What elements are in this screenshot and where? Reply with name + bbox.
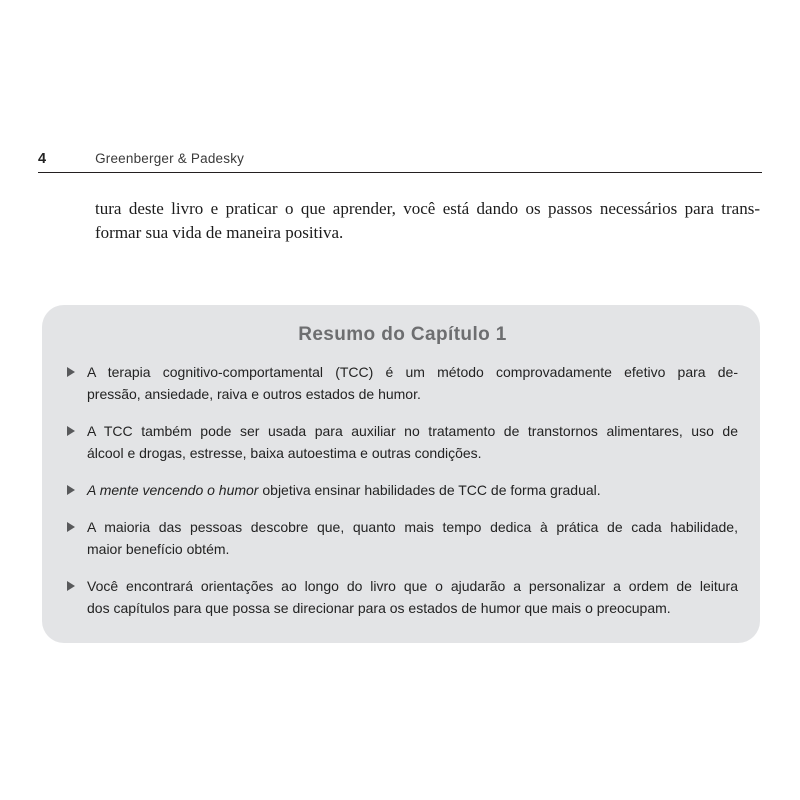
summary-item-line: dos capítulos para que possa se direcionar para os estados de humor que mais o preocupam. xyxy=(87,600,671,616)
summary-item-text xyxy=(87,575,738,619)
summary-item xyxy=(67,516,738,560)
summary-item-line: A terapia cognitivo-comportamental (TCC) é um método comprovadamente efetivo para de- xyxy=(87,364,738,380)
summary-item xyxy=(67,479,738,501)
summary-item-line: maior benefício obtém. xyxy=(87,541,230,557)
summary-item-text xyxy=(87,361,738,405)
summary-item-text xyxy=(87,479,738,501)
triangle-bullet-icon xyxy=(67,420,87,464)
intro-paragraph-line-1: tura deste livro e praticar o que aprender, você está dando os passos necessários para trans- xyxy=(95,199,760,218)
intro-paragraph xyxy=(95,197,760,244)
summary-item-rest: objetiva ensinar habilidades de TCC de forma gradual. xyxy=(258,482,601,498)
summary-item-line xyxy=(87,479,738,501)
summary-item-line: álcool e drogas, estresse, baixa autoestima e outras condições. xyxy=(87,445,482,461)
summary-item-text xyxy=(87,516,738,560)
chapter-summary-box xyxy=(42,305,760,643)
summary-item xyxy=(67,420,738,464)
running-head-title: Greenberger & Padesky xyxy=(95,151,245,166)
summary-item xyxy=(67,575,738,619)
running-header xyxy=(38,151,762,173)
summary-item-text xyxy=(87,420,738,464)
summary-item-line: A maioria das pessoas descobre que, quanto mais tempo dedica à prática de cada habilidade, xyxy=(87,519,738,535)
intro-paragraph-line-2: formar sua vida de maneira positiva. xyxy=(95,222,344,242)
book-title-italic: A mente vencendo o humor xyxy=(87,482,259,498)
summary-list xyxy=(67,361,738,619)
summary-item-line: A TCC também pode ser usada para auxiliar no tratamento de transtornos alimentares, uso de xyxy=(87,423,738,439)
summary-item-line: Você encontrará orientações ao longo do livro que o ajudarão a personalizar a ordem de leitura xyxy=(87,578,738,594)
triangle-bullet-icon xyxy=(67,479,87,501)
triangle-bullet-icon xyxy=(67,516,87,560)
page-number: 4 xyxy=(38,151,47,167)
summary-item-line: pressão, ansiedade, raiva e outros estados de humor. xyxy=(87,386,421,402)
summary-box-title: Resumo do Capítulo 1 xyxy=(298,324,507,345)
triangle-bullet-icon xyxy=(67,361,87,405)
triangle-bullet-icon xyxy=(67,575,87,619)
summary-item xyxy=(67,361,738,405)
